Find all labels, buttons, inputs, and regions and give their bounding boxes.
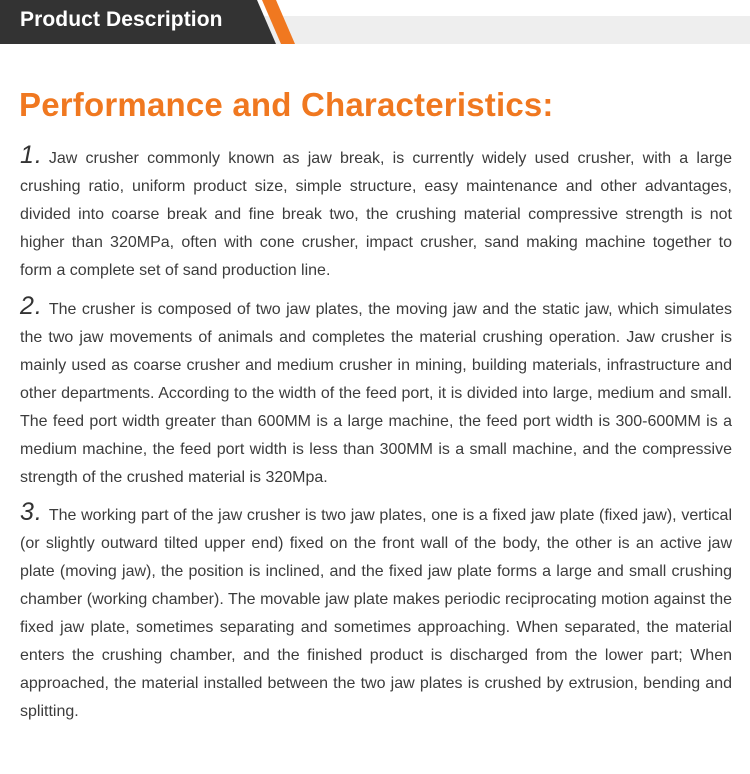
item-text: Jaw crusher commonly known as jaw break, is currently widely used crusher, with a large crushing ratio, uniform product size, simple structure, easy maintenance and other advantages, divided into coarse break and fine break two, the crushing material compressive strength is not higher than 320MPa, often with cone crusher, impact crusher, sand making machine together to form a complete set of sand production line. (20, 150, 732, 279)
section-heading: Performance and Characteristics: (19, 86, 554, 123)
list-item (20, 141, 732, 285)
item-number: 1. (20, 141, 43, 169)
item-text: The crusher is composed of two jaw plates, the moving jaw and the static jaw, which simulates the two jaw movements of animals and completes the material crushing operation. Jaw crusher is mainly used as coarse crusher and medium crusher in mining, building materials, infrastructure and other departments. According to the width of the feed port, it is divided into large, medium and small. The feed port width greater than 600MM is a large machine, the feed port width is 300-600MM is a medium machine, the feed port width is less than 300MM is a small machine, and the compressive strength of the crushed material is 320Mpa. (20, 301, 732, 486)
list-item (20, 498, 732, 726)
product-description-banner (0, 0, 750, 44)
item-number: 2. (20, 292, 43, 320)
item-text: The working part of the jaw crusher is two jaw plates, one is a fixed jaw plate (fixed jaw), vertical (or slightly outward tilted upper end) fixed on the front wall of the body, the other is an active jaw plate (moving jaw), the position is inclined, and the fixed jaw plate forms a large and small crushing chamber (working chamber). The movable jaw plate makes periodic reciprocating motion against the fixed jaw plate, sometimes separating and sometimes approaching. When separated, the material enters the crushing chamber, and the finished product is discharged from the lower part; When approached, the material installed between the two jaw plates is crushed by extrusion, bending and splitting. (20, 507, 732, 720)
banner-title: Product Description (20, 8, 223, 31)
list-item (20, 292, 732, 492)
item-number: 3. (20, 498, 43, 526)
